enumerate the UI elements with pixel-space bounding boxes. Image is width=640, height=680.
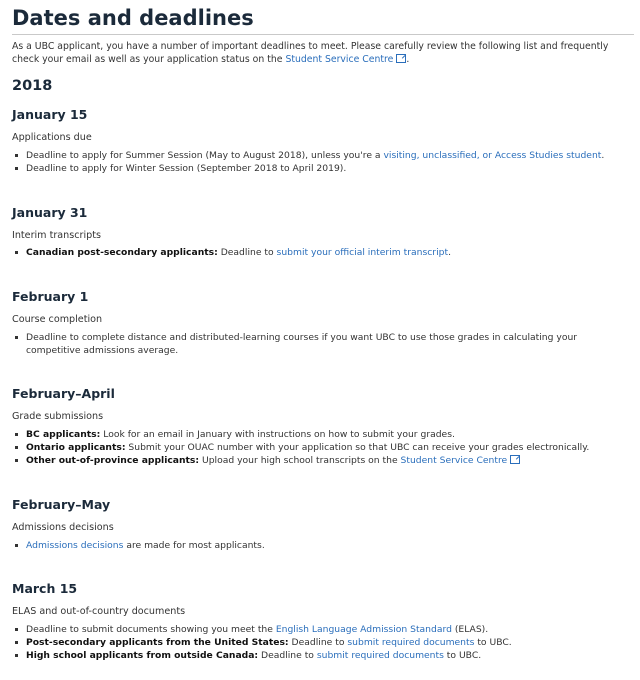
section-list xyxy=(12,623,634,662)
item-text-end: . xyxy=(448,247,451,258)
student-service-centre-link[interactable]: Student Service Centre xyxy=(400,455,508,466)
section-list xyxy=(12,539,634,552)
section-list xyxy=(12,428,634,467)
item-text: Deadline to submit documents showing you meet the xyxy=(26,624,276,635)
item-text: Deadline to xyxy=(288,637,348,648)
section-february-1 xyxy=(12,288,634,356)
list-item xyxy=(12,149,634,162)
item-text: Submit your OUAC number with your application so that UBC can receive your grades electronically. xyxy=(125,442,590,453)
item-text: Deadline to xyxy=(217,247,277,258)
external-link-icon xyxy=(510,455,520,464)
title-divider xyxy=(12,34,634,35)
section-list xyxy=(12,331,634,357)
section-list xyxy=(12,246,634,259)
item-text: Deadline to apply for Summer Session (May to August 2018), unless you're a xyxy=(26,150,384,161)
section-subtitle: Interim transcripts xyxy=(12,230,101,241)
section-list xyxy=(12,149,634,175)
list-item xyxy=(12,539,634,552)
section-date: March 15 xyxy=(12,581,78,596)
intro-end: . xyxy=(406,54,410,65)
list-item xyxy=(12,623,634,636)
item-strong: BC applicants: xyxy=(26,429,101,440)
item-text: Upload your high school transcripts on the xyxy=(199,455,401,466)
list-item xyxy=(12,331,634,357)
section-january-31 xyxy=(12,204,634,258)
section-date: January 15 xyxy=(12,107,88,122)
interim-transcript-link[interactable]: submit your official interim transcript xyxy=(276,247,449,258)
item-strong: Ontario applicants: xyxy=(26,442,126,453)
page-title: Dates and deadlines xyxy=(12,6,254,30)
list-item xyxy=(12,649,634,662)
item-strong: Post-secondary applicants from the United States: xyxy=(26,637,289,648)
list-item xyxy=(12,636,634,649)
list-item xyxy=(12,246,634,259)
item-text: Look for an email in January with instructions on how to submit your grades. xyxy=(100,429,455,440)
student-service-centre-link[interactable]: Student Service Centre xyxy=(285,54,394,65)
section-february-may xyxy=(12,496,634,551)
section-january-15 xyxy=(12,106,634,174)
section-subtitle: Admissions decisions xyxy=(12,522,114,533)
item-text-end: . xyxy=(601,150,605,161)
item-text-end: (ELAS). xyxy=(451,624,489,635)
list-item xyxy=(12,428,634,441)
section-february-april xyxy=(12,385,634,466)
item-strong: High school applicants from outside Canada: xyxy=(26,650,259,661)
section-subtitle: Course completion xyxy=(12,314,103,325)
section-subtitle: Applications due xyxy=(12,132,92,143)
intro-paragraph xyxy=(12,40,634,66)
section-subtitle: Grade submissions xyxy=(12,411,104,422)
section-date: February–April xyxy=(12,386,115,401)
elas-link[interactable]: English Language Admission Standard xyxy=(275,624,452,635)
section-date: January 31 xyxy=(12,205,88,220)
year-heading: 2018 xyxy=(12,78,53,94)
list-item xyxy=(12,162,634,175)
submit-documents-link[interactable]: submit required documents xyxy=(347,637,475,648)
item-text: Deadline to complete distance and distributed-learning courses if you want UBC to use those grades in calculating your competitive admissions average. xyxy=(26,332,578,356)
external-link-icon xyxy=(396,54,406,63)
submit-documents-link[interactable]: submit required documents xyxy=(316,650,444,661)
section-subtitle: ELAS and out-of-country documents xyxy=(12,606,186,617)
intro-text: As a UBC applicant, you have a number of important deadlines to meet. Please carefully review the following list and frequently check your email as well as your application status on the xyxy=(12,41,609,65)
section-date: February–May xyxy=(12,497,111,512)
list-item xyxy=(12,441,634,454)
item-text: Deadline to apply for Winter Session (September 2018 to April 2019). xyxy=(26,163,347,174)
item-text-end: are made for most applicants. xyxy=(123,540,265,551)
item-text-end: to UBC. xyxy=(474,637,512,648)
item-text: Deadline to xyxy=(258,650,317,661)
section-march-15 xyxy=(12,580,634,661)
list-item xyxy=(12,454,634,467)
item-strong: Canadian post-secondary applicants: xyxy=(26,247,218,258)
item-strong: Other out-of-province applicants: xyxy=(26,455,200,466)
item-text-end: to UBC. xyxy=(443,650,482,661)
visiting-student-link[interactable]: visiting, unclassified, or Access Studies student xyxy=(383,150,602,161)
section-date: February 1 xyxy=(12,289,89,304)
admissions-decisions-link[interactable]: Admissions decisions xyxy=(26,540,124,551)
